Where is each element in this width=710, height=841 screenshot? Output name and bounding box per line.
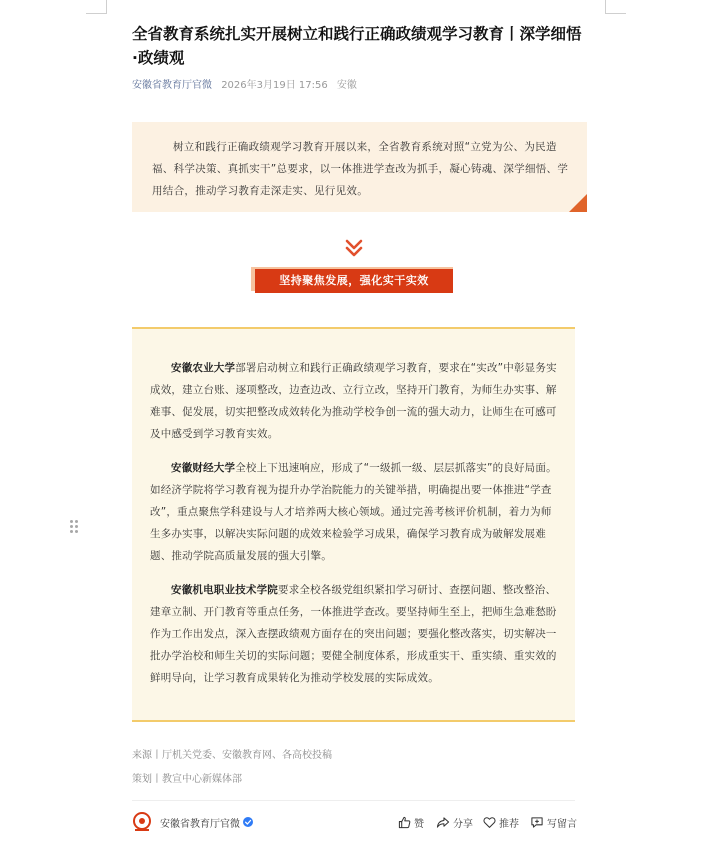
intro-card	[132, 122, 587, 212]
footer-account-name[interactable]: 安徽省教育厅官微	[160, 819, 240, 830]
publish-date: 2026年3月19日 17:56	[221, 80, 328, 91]
account-link[interactable]: 安徽省教育厅官微	[132, 80, 212, 91]
drag-handle-icon[interactable]	[70, 520, 78, 534]
paragraph	[150, 357, 559, 445]
comment-label: 写留言	[547, 818, 577, 830]
paragraph-text: 部署启动树立和践行正确政绩观学习教育，要求在“实改”中彰显务实成效，建立台账、逐项整改，边查边改、立行立改，坚持开门教育，为师生办实事、解难事、促发展，切实把整改成效转化为推动学校争创一流的强大动力，让师生在可感可及中感受到学习教育实效。	[150, 362, 557, 440]
double-chevron-down-icon	[344, 238, 364, 258]
thumbs-up-icon	[398, 816, 411, 829]
write-comment-icon	[530, 816, 544, 829]
paragraph-text: 要求全校各级党组织紧扣学习研讨、查摆问题、整改整治、建章立制、开门教育等重点任务，一体推进学查改。要坚持师生至上，把师生急难愁盼作为工作出发点，深入查摆政绩观方面存在的突出问题；要强化整改落实，切实解决一批办学治校和师生关切的实际问题；要健全制度体系，形成重实干、重实绩、重实效的鲜明导向，让学习教育成果转化为推动学校发展的实际成效。	[150, 584, 557, 684]
section-heading-banner	[255, 269, 453, 293]
corner-decoration	[569, 194, 587, 212]
article-footer	[132, 812, 580, 832]
school-name: 安徽机电职业技术学院	[171, 584, 278, 596]
like-button[interactable]	[398, 814, 424, 830]
verified-badge-icon	[243, 817, 253, 827]
source-credit: 来源丨厅机关党委、安徽教育网、各高校投稿	[132, 750, 332, 761]
school-name: 安徽农业大学	[171, 362, 236, 374]
article-title: 全省教育系统扎实开展树立和践行正确政绩观学习教育丨深学细悟·政绩观	[132, 25, 582, 67]
school-name: 安徽财经大学	[171, 462, 236, 474]
share-icon	[436, 816, 450, 829]
heart-icon	[483, 816, 496, 829]
section-heading: 坚持聚焦发展，强化实干实效	[255, 269, 453, 293]
comment-button[interactable]	[530, 814, 577, 830]
footer-divider	[132, 800, 575, 801]
paragraph	[150, 457, 559, 567]
content-card	[132, 327, 575, 722]
share-button[interactable]	[436, 814, 473, 830]
article-meta	[132, 76, 357, 91]
paragraph-text: 全校上下迅速响应，形成了“一级抓一级、层层抓落实”的良好局面。如经济学院将学习教育视为提升办学治院能力的关键举措，明确提出要一体推进“学查改”，重点聚焦学科建设与人才培养两大核心领域。通过完善考核评价机制，着力为师生多办实事，以解决实际问题的成效来检验学习成果，确保学习教育成为破解发展难题、推动学院高质量发展的强大引擎。	[150, 462, 557, 562]
paragraph	[150, 579, 559, 689]
intro-text: 树立和践行正确政绩观学习教育开展以来，全省教育系统对照“立党为公、为民造福、科学决策、真抓实干”总要求，以一体推进学查改为抓手，凝心铸魂、深学细悟、学用结合，推动学习教育走深走实、见行见效。	[152, 141, 569, 197]
like-label: 赞	[414, 818, 424, 830]
page-corner-mark-left	[106, 0, 107, 14]
share-label: 分享	[453, 818, 473, 830]
recommend-button[interactable]	[483, 814, 519, 830]
page-corner-mark-left	[86, 13, 107, 14]
recommend-label: 推荐	[499, 818, 519, 830]
page-corner-mark-right	[605, 0, 606, 14]
publish-location: 安徽	[336, 80, 357, 91]
page-corner-mark-right	[605, 13, 626, 14]
account-logo-icon[interactable]	[132, 812, 152, 832]
editor-credit: 策划丨教宣中心新媒体部	[132, 774, 242, 785]
